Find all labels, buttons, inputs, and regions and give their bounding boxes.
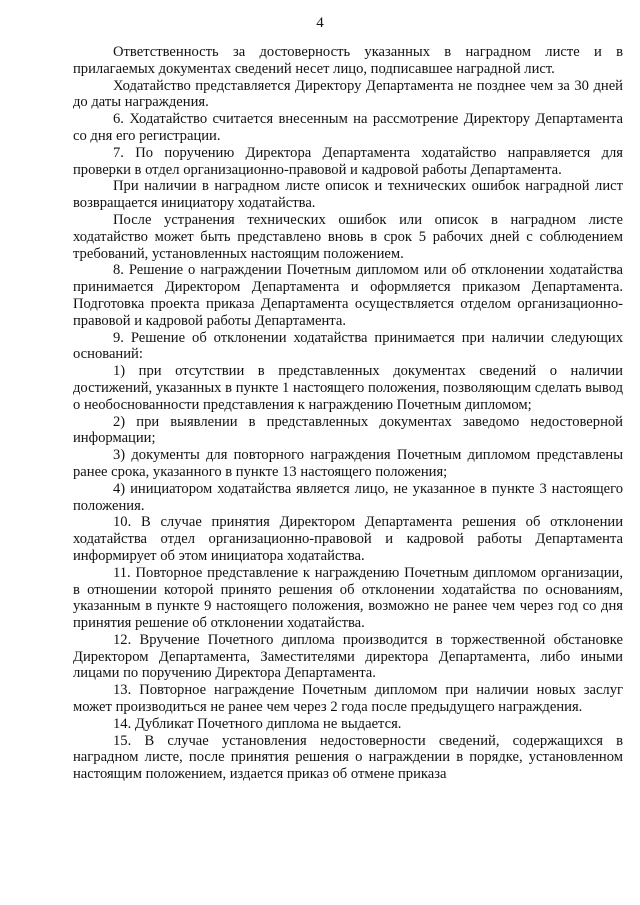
paragraph-11: 11. Повторное представление к награждению Почетным дипломом организации, в отношении которой принято решения об отклонении ходатайства по основаниям, указанным в пункте 9 настоящего положения, возможно не ранее чем через год со дня принятия решение об отклонении ходатайства. [73, 564, 623, 632]
document-body [73, 44, 623, 783]
paragraph-responsibility: Ответственность за достоверность указанных в наградном листе и в прилагаемых документах сведений несет лицо, подписавшее наградной лист. [73, 44, 623, 77]
paragraph-9-item-1: 1) при отсутствии в представленных документах сведений о наличии достижений, указанных в пункте 1 настоящего положения, позволяющим сделать вывод о необоснованности представления к награждению Почетным дипломом; [73, 363, 623, 413]
paragraph-6: 6. Ходатайство считается внесенным на рассмотрение Директору Департамента со дня его регистрации. [73, 111, 623, 144]
paragraph-12: 12. Вручение Почетного диплома производится в торжественной обстановке Директором Департамента, Заместителями директора Департамента, либо иными лицами по поручению Директора Департамента. [73, 631, 623, 682]
paragraph-13: 13. Повторное награждение Почетным дипломом при наличии новых заслуг может производиться не ранее чем через 2 года после предыдущего награждения. [73, 682, 623, 716]
paragraph-9: 9. Решение об отклонении ходатайства принимается при наличии следующих оснований: [73, 329, 623, 363]
paragraph-14: 14. Дубликат Почетного диплома не выдается. [113, 715, 402, 732]
paragraph-resubmission: После устранения технических ошибок или описок в наградном листе ходатайство может быть представлено вновь в срок 5 рабочих дней с соблюдением требований, установленных настоящим положением. [73, 211, 623, 262]
paragraph-9-item-2: 2) при выявлении в представленных документах заведомо недостоверной информации; [73, 413, 623, 447]
paragraph-submission-deadline: Ходатайство представляется Директору Департамента не позднее чем за 30 дней до даты награждения. [73, 77, 623, 111]
paragraph-7: 7. По поручению Директора Департамента ходатайство направляется для проверки в отдел организационно-правовой и кадровой работы Департамента. [73, 144, 623, 178]
page-number: 4 [316, 15, 324, 31]
paragraph-15: 15. В случае установления недостоверности сведений, содержащихся в наградном листе, после принятия решения о награждении в порядке, установленном настоящим положением, издается приказ об отмене приказа [73, 732, 623, 783]
paragraph-10: 10. В случае принятия Директором Департамента решения об отклонении ходатайства отдел организационно-правовой и кадровой работы Департамента информирует об этом инициатора ходатайства. [73, 514, 623, 564]
paragraph-errors-return: При наличии в наградном листе описок и технических ошибок наградной лист возвращается инициатору ходатайства. [73, 178, 623, 212]
paragraph-9-item-3: 3) документы для повторного награждения Почетным дипломом представлены ранее срока, указанного в пункте 13 настоящего положения; [73, 447, 623, 480]
paragraph-9-item-4: 4) инициатором ходатайства является лицо, не указанное в пункте 3 настоящего положения. [73, 480, 623, 514]
paragraph-8: 8. Решение о награждении Почетным дипломом или об отклонении ходатайства принимается Директором Департамента и оформляется приказом Департамента. Подготовка проекта приказа Департамента осуществляется отделом организационно-правовой и кадровой работы Департамента. [73, 262, 623, 329]
